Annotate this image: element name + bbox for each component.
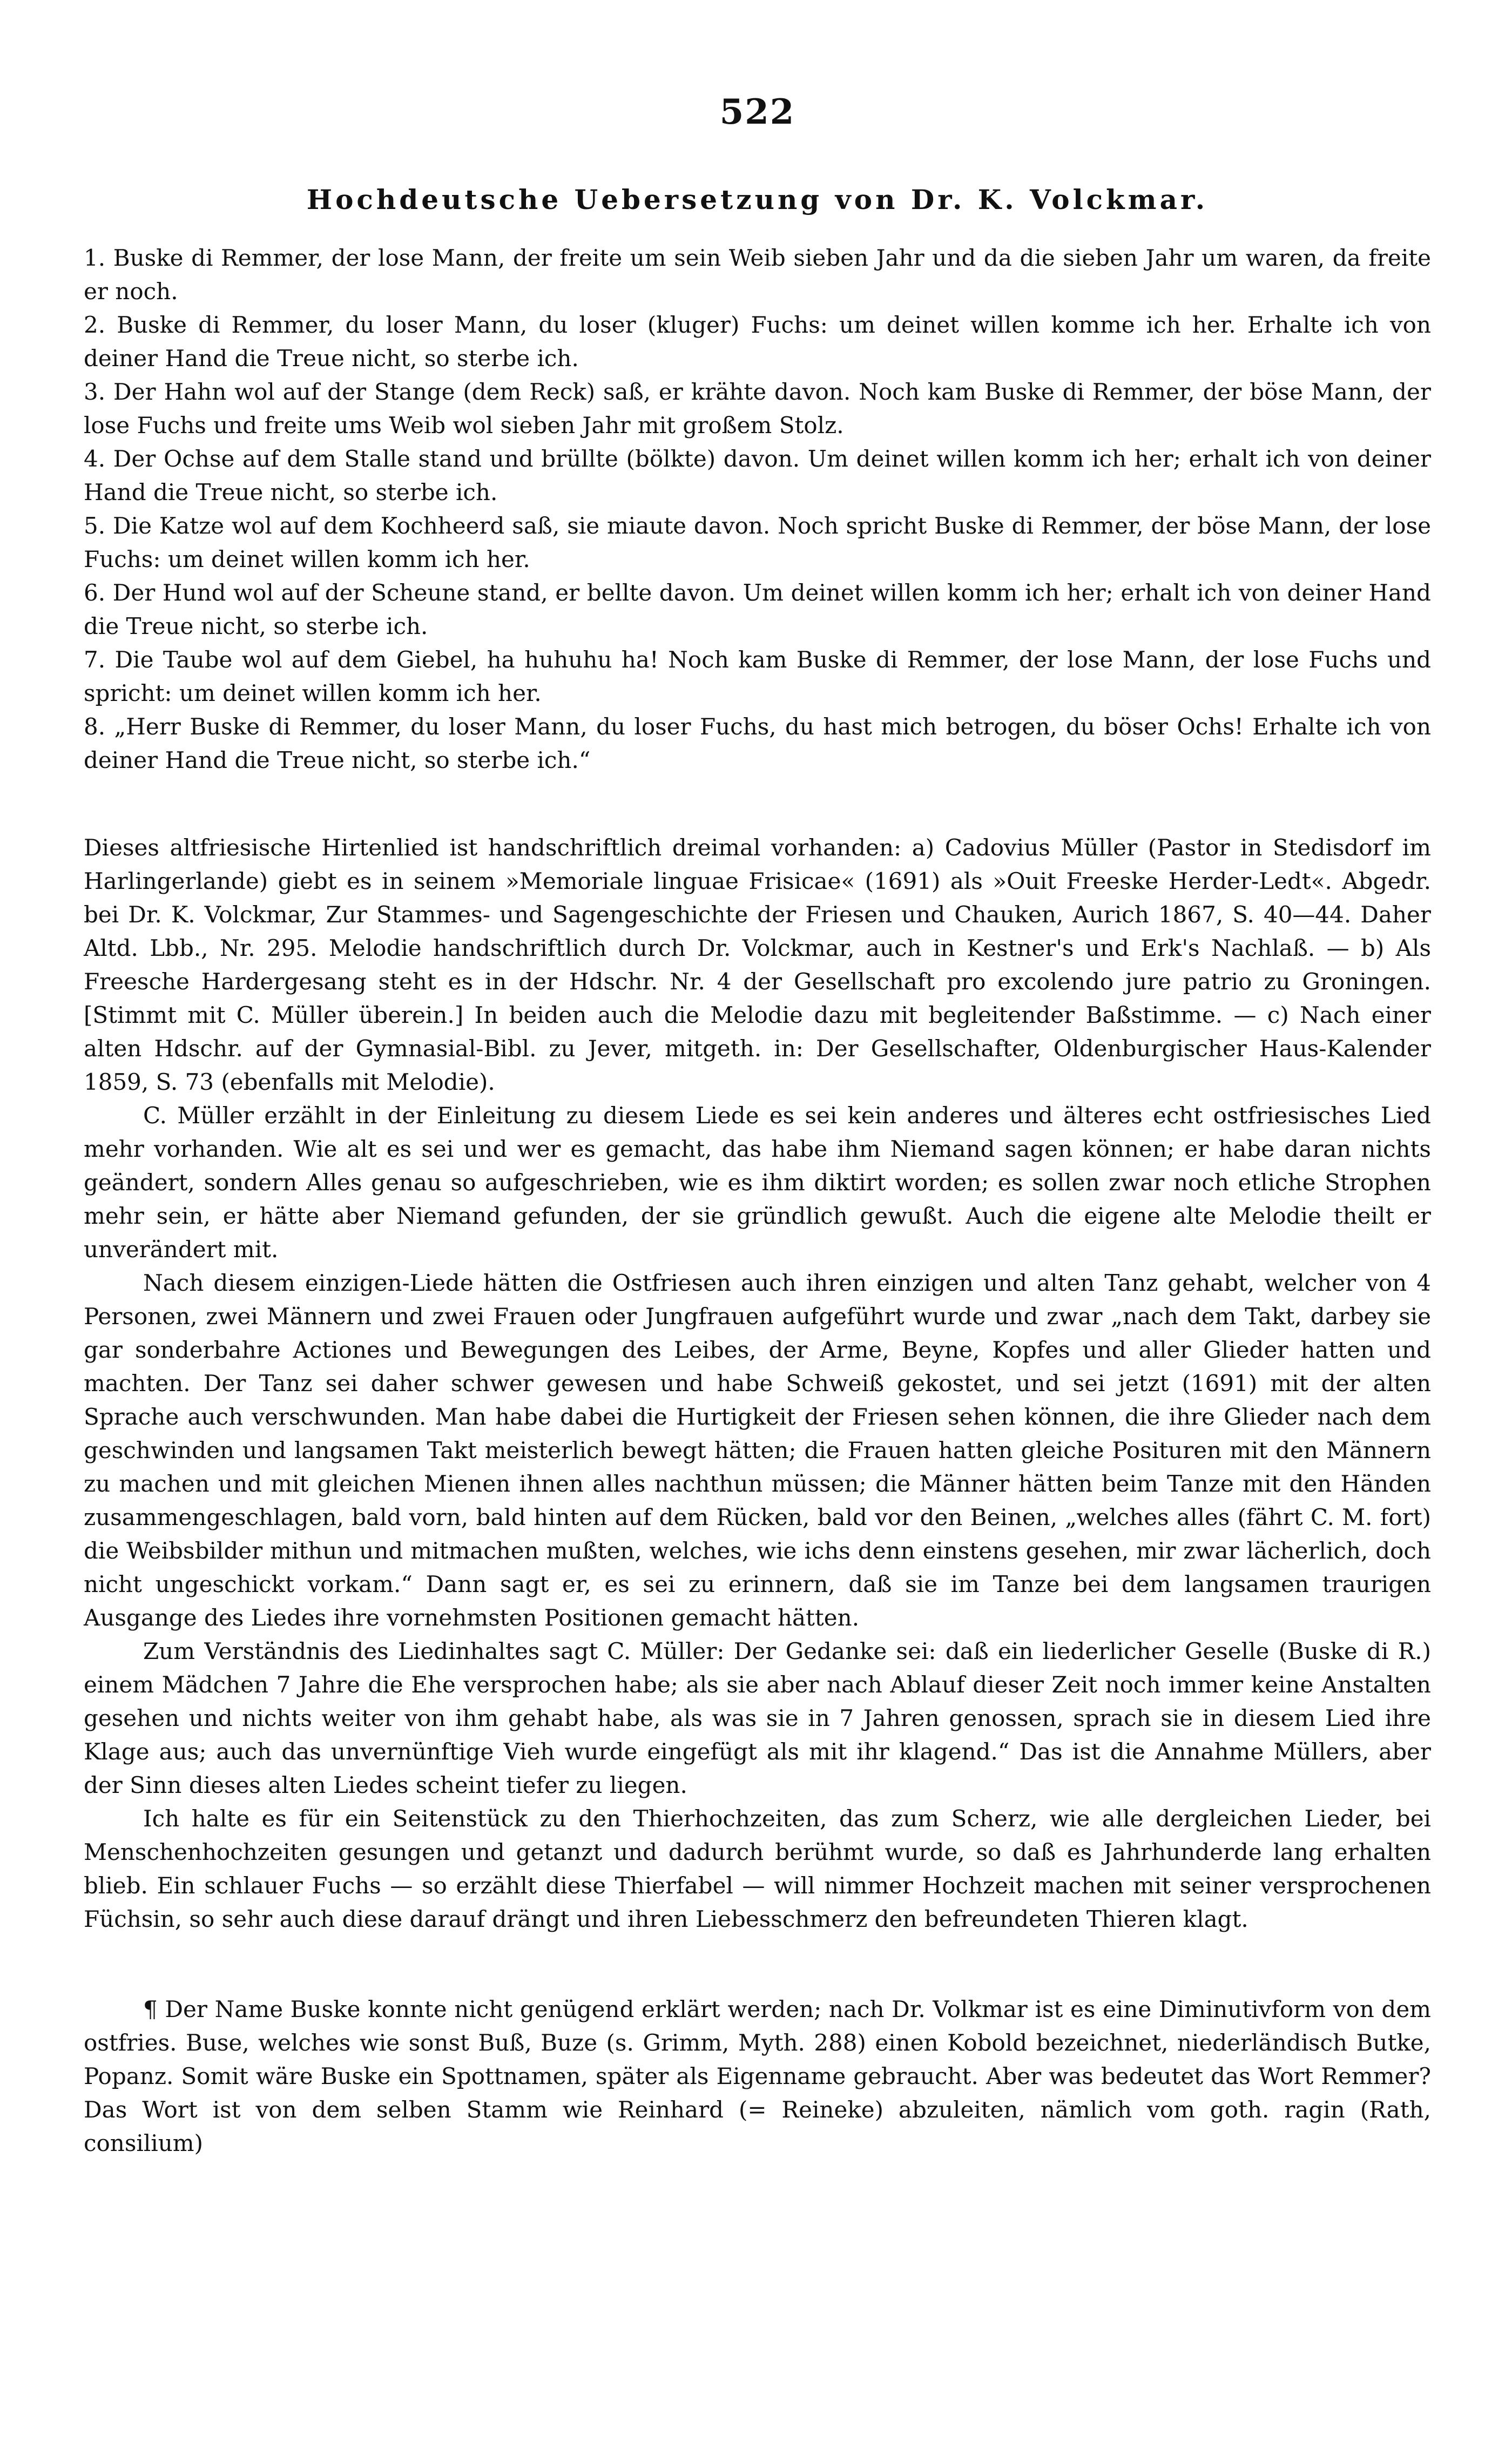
stanza-1: 1. Buske di Remmer, der lose Mann, der freite um sein Weib sieben Jahr und da die sieben Jahr um waren, da freite er noch. bbox=[84, 245, 1431, 305]
footnote-name-note: ¶ Der Name Buske konnte nicht genügend erklärt werden; nach Dr. Volkmar ist es eine Diminutivform von dem ostfries. Buse, welches wie sonst Buß, Buze (s. Grimm, Myth. 288) einen Kobold bezeichnet, niederländisch Butke, Popanz. Somit wäre Buske ein Spottnamen, später als Eigenname gebraucht. Aber was bedeutet das Wort Remmer? Das Wort ist von dem selben Stamm wie Reinhard (= Reineke) abzuleiten, nämlich vom goth. ragin (Rath, consilium) bbox=[84, 1996, 1431, 2156]
commentary-paragraph-dance: Nach diesem einzigen-Liede hätten die Ostfriesen auch ihren einzigen und alten Tanz gehabt, welcher von 4 Personen, zwei Männern und zwei Frauen oder Jungfrauen aufgeführt wurde und zwar „nach dem Takt, darbey sie gar sonderbahre Actiones und Bewegungen des Leibes, der Arme, Beyne, Kopfes und aller Glieder hatten und machten. Der Tanz sei daher schwer gewesen und habe Schweiß gekostet, und sei jetzt (1691) mit der alten Sprache auch verschwunden. Man habe dabei die Hurtigkeit der Friesen sehen können, die ihre Glieder nach dem geschwinden und langsamen Takt meisterlich bewegt hätten; die Frauen hatten gleiche Posituren mit den Männern zu machen und mit gleichen Mienen ihnen alles nachthun müssen; die Männer hätten beim Tanze mit den Händen zusammengeschlagen, bald vorn, bald hinten auf dem Rücken, bald vor den Beinen, „welches alles (fährt C. M. fort) die Weibsbilder mithun und mitmachen mußten, welches, wie ichs denn einstens gesehen, mir zwar lächerlich, doch nicht ungeschickt vorkam.“ Dann sagt er, es sei zu erinnern, daß sie im Tanze bei dem langsamen traurigen Ausgange des Liedes ihre vornehmsten Positionen gemacht hätten. bbox=[84, 1270, 1431, 1631]
commentary-paragraph-sources: Dieses altfriesische Hirtenlied ist handschriftlich dreimal vorhanden: a) Cadovius Müller (Pastor in Stedisdorf im Harlingerlande) giebt es in seinem »Memoriale linguae Frisicae« (1691) als »Ouit Freeske Herder-Ledt«. Abgedr. bei Dr. K. Volckmar, Zur Stammes- und Sagengeschichte der Friesen und Chauken, Aurich 1867, S. 40—44. Daher Altd. Lbb., Nr. 295. Melodie handschriftlich durch Dr. Volckmar, auch in Kestner's und Erk's Nachlaß. — b) Als Freesche Hardergesang steht es in der Hdschr. Nr. 4 der Gesellschaft pro excolendo jure patrio zu Groningen. [Stimmt mit C. Müller überein.] In beiden auch die Melodie dazu mit begleitender Baßstimme. — c) Nach einer alten Hdschr. auf der Gymnasial-Bibl. zu Jever, mitgeth. in: Der Gesellschafter, Oldenburgischer Haus-Kalender 1859, S. 73 (ebenfalls mit Melodie). bbox=[84, 834, 1431, 1095]
song-stanzas bbox=[84, 241, 1431, 777]
stanza-2: 2. Buske di Remmer, du loser Mann, du loser (kluger) Fuchs: um deinet willen komme ich her. Erhalte ich von deiner Hand die Treue nicht, so sterbe ich. bbox=[84, 312, 1431, 372]
translation-heading: Hochdeutsche Uebersetzung von Dr. K. Volckmar. bbox=[306, 184, 1209, 215]
stanza-8: 8. „Herr Buske di Remmer, du loser Mann, du loser Fuchs, du hast mich betrogen, du böser Ochs! Erhalte ich von deiner Hand die Treue nicht, so sterbe ich.“ bbox=[84, 713, 1431, 773]
text-column bbox=[84, 92, 1431, 2160]
commentary bbox=[84, 831, 1431, 1936]
stanza-6: 6. Der Hund wol auf der Scheune stand, er bellte davon. Um deinet willen komm ich her; erhalt ich von deiner Hand die Treue nicht, so sterbe ich. bbox=[84, 579, 1431, 639]
commentary-paragraph-meaning: Zum Verständnis des Liedinhaltes sagt C. Müller: Der Gedanke sei: daß ein liederlicher Geselle (Buske di R.) einem Mädchen 7 Jahre die Ehe versprochen habe; als sie aber nach Ablauf dieser Zeit noch immer keine Anstalten gesehen und nichts weiter von ihm gehabt habe, als was sie in 7 Jahren genossen, sprach sie in diesem Lied ihre Klage aus; auch das unvernünftige Vieh wurde eingefügt als mit ihr klagend.“ Das ist die Annahme Müllers, aber der Sinn dieses alten Liedes scheint tiefer zu liegen. bbox=[84, 1638, 1431, 1798]
footnote bbox=[84, 1993, 1431, 2160]
stanza-3: 3. Der Hahn wol auf der Stange (dem Reck) saß, er krähte davon. Noch kam Buske di Remmer, der böse Mann, der lose Fuchs und freite ums Weib wol sieben Jahr mit großem Stolz. bbox=[84, 379, 1431, 439]
commentary-paragraph-mueller: C. Müller erzählt in der Einleitung zu diesem Liede es sei kein anderes und älteres echt ostfriesisches Lied mehr vorhanden. Wie alt es sei und wer es gemacht, das habe ihm Niemand sagen können; er habe daran nichts geändert, sondern Alles genau so aufgeschrieben, wie es ihm diktirt worden; es sollen zwar noch etliche Strophen mehr sein, er hätte aber Niemand gefunden, der sie gründlich gewußt. Auch die eigene alte Melodie theilt er unverändert mit. bbox=[84, 1102, 1431, 1263]
commentary-paragraph-animal-weddings: Ich halte es für ein Seitenstück zu den Thierhochzeiten, das zum Scherz, wie alle dergleichen Lieder, bei Menschenhochzeiten gesungen und getanzt und dadurch berühmt wurde, so daß es Jahrhunderde lang erhalten blieb. Ein schlauer Fuchs — so erzählt diese Thierfabel — will nimmer Hochzeit machen mit seiner versprochenen Füchsin, so sehr auch diese darauf drängt und ihren Liebesschmerz den befreundeten Thieren klagt. bbox=[84, 1805, 1431, 1932]
page-number: 522 bbox=[719, 92, 795, 132]
stanza-4: 4. Der Ochse auf dem Stalle stand und brüllte (bölkte) davon. Um deinet willen komm ich her; erhalt ich von deiner Hand die Treue nicht, so sterbe ich. bbox=[84, 446, 1431, 505]
stanza-7: 7. Die Taube wol auf dem Giebel, ha huhuhu ha! Noch kam Buske di Remmer, der lose Mann, der lose Fuchs und spricht: um deinet willen komm ich her. bbox=[84, 646, 1431, 706]
stanza-5: 5. Die Katze wol auf dem Kochheerd saß, sie miaute davon. Noch spricht Buske di Remmer, der böse Mann, der lose Fuchs: um deinet willen komm ich her. bbox=[84, 512, 1431, 572]
